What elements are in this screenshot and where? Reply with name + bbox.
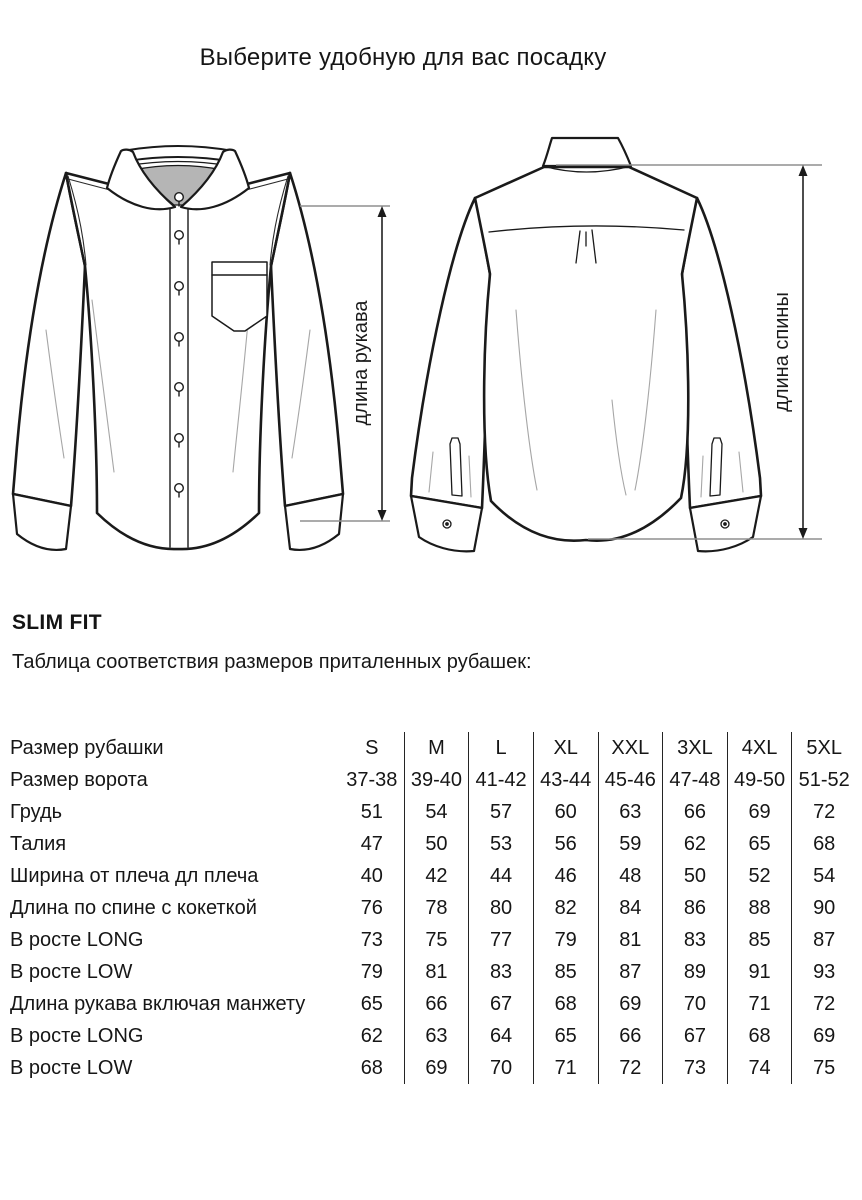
size-cell: 65 [534, 1020, 599, 1052]
size-table [10, 732, 856, 1084]
size-cell: 44 [469, 860, 534, 892]
table-row [10, 732, 856, 764]
size-cell: 91 [728, 956, 793, 988]
row-label: Длина по спине с кокеткой [10, 896, 257, 919]
size-cell: 85 [534, 956, 599, 988]
size-cell: 83 [469, 956, 534, 988]
row-label: Ширина от плеча дл плеча [10, 864, 259, 887]
size-cell: 47 [340, 828, 405, 860]
size-cell: 49-50 [728, 764, 793, 796]
size-cell: 41-42 [469, 764, 534, 796]
size-cell: 56 [534, 828, 599, 860]
size-cell: 70 [469, 1052, 534, 1084]
size-cell: 89 [663, 956, 728, 988]
size-cell: 37-38 [340, 764, 405, 796]
row-label: Грудь [10, 800, 63, 823]
table-row [10, 860, 856, 892]
size-cell: 80 [469, 892, 534, 924]
table-row [10, 892, 856, 924]
size-cell: 57 [469, 796, 534, 828]
size-cell: 66 [663, 796, 728, 828]
size-cell: 69 [599, 988, 664, 1020]
size-cell: 72 [813, 992, 836, 1015]
size-cell: 42 [405, 860, 470, 892]
size-cell: 43-44 [534, 764, 599, 796]
size-cell: 63 [599, 796, 664, 828]
size-cell: 66 [599, 1020, 664, 1052]
size-cell: 71 [534, 1052, 599, 1084]
size-cell: 69 [405, 1052, 470, 1084]
size-cell: XXL [599, 732, 664, 764]
row-label: Размер рубашки [10, 736, 164, 759]
shirt-diagram [0, 130, 862, 600]
size-cell: 54 [813, 864, 836, 887]
table-row [10, 764, 856, 796]
size-cell: 4XL [728, 732, 793, 764]
size-cell: 87 [813, 928, 836, 951]
size-cell: 76 [340, 892, 405, 924]
size-cell: 73 [340, 924, 405, 956]
size-cell: 60 [534, 796, 599, 828]
table-row [10, 956, 856, 988]
size-cell: 81 [599, 924, 664, 956]
row-label: В росте LONG [10, 1024, 144, 1047]
size-cell: 53 [469, 828, 534, 860]
size-cell: 93 [813, 960, 836, 983]
size-cell: 68 [728, 1020, 793, 1052]
size-cell: 50 [405, 828, 470, 860]
row-label: Размер ворота [10, 768, 148, 791]
size-cell: 68 [813, 832, 836, 855]
size-cell: 40 [340, 860, 405, 892]
size-cell: 74 [728, 1052, 793, 1084]
size-cell: 72 [599, 1052, 664, 1084]
size-cell: 90 [813, 896, 836, 919]
size-cell: XL [534, 732, 599, 764]
size-cell: 39-40 [405, 764, 470, 796]
shirt-diagram-svg [0, 130, 862, 600]
table-row [10, 1020, 856, 1052]
size-cell: L [469, 732, 534, 764]
size-cell: 59 [599, 828, 664, 860]
size-cell: S [340, 732, 405, 764]
size-cell: 51-52 [798, 768, 850, 791]
size-cell: 75 [405, 924, 470, 956]
size-cell: 82 [534, 892, 599, 924]
size-cell: M [405, 732, 470, 764]
size-cell: 64 [469, 1020, 534, 1052]
size-cell: 83 [663, 924, 728, 956]
sleeve-length-label: длина рукава [350, 300, 372, 426]
size-cell: 45-46 [599, 764, 664, 796]
table-row [10, 1052, 856, 1084]
fit-subtitle: Таблица соответствия размеров приталенных рубашек: [12, 651, 532, 673]
size-cell: 71 [728, 988, 793, 1020]
size-cell: 65 [728, 828, 793, 860]
size-cell: 63 [405, 1020, 470, 1052]
shirt-back-drawing [411, 138, 761, 551]
table-row [10, 796, 856, 828]
size-cell: 62 [340, 1020, 405, 1052]
chest-pocket [212, 262, 267, 331]
size-cell: 84 [599, 892, 664, 924]
size-cell: 87 [599, 956, 664, 988]
size-cell: 68 [340, 1052, 405, 1084]
size-cell: 47-48 [663, 764, 728, 796]
size-cell: 86 [663, 892, 728, 924]
size-cell: 85 [728, 924, 793, 956]
size-cell: 79 [534, 924, 599, 956]
size-cell: 46 [534, 860, 599, 892]
size-cell: 5XL [806, 736, 842, 759]
row-label: В росте LOW [10, 960, 133, 983]
size-cell: 67 [663, 1020, 728, 1052]
size-cell: 88 [728, 892, 793, 924]
row-label: В росте LONG [10, 928, 144, 951]
size-cell: 75 [813, 1056, 836, 1079]
size-cell: 51 [340, 796, 405, 828]
size-cell: 52 [728, 860, 793, 892]
row-label: Длина рукава включая манжету [10, 992, 306, 1015]
table-row [10, 924, 856, 956]
size-cell: 78 [405, 892, 470, 924]
size-cell: 79 [340, 956, 405, 988]
size-cell: 81 [405, 956, 470, 988]
size-cell: 72 [813, 800, 836, 823]
size-cell: 70 [663, 988, 728, 1020]
size-cell: 68 [534, 988, 599, 1020]
table-row [10, 988, 856, 1020]
size-cell: 69 [813, 1024, 836, 1047]
size-cell: 50 [663, 860, 728, 892]
size-cell: 3XL [663, 732, 728, 764]
page-title: Выберите удобную для вас посадку [199, 44, 607, 71]
size-cell: 48 [599, 860, 664, 892]
row-label: В росте LOW [10, 1056, 133, 1079]
size-cell: 62 [663, 828, 728, 860]
size-cell: 73 [663, 1052, 728, 1084]
fit-heading: SLIM FIT [12, 611, 102, 634]
size-cell: 66 [405, 988, 470, 1020]
table-row [10, 828, 856, 860]
size-cell: 54 [405, 796, 470, 828]
size-cell: 69 [728, 796, 793, 828]
row-label: Талия [10, 832, 67, 855]
size-cell: 67 [469, 988, 534, 1020]
size-cell: 77 [469, 924, 534, 956]
shirt-front-drawing [13, 146, 343, 550]
size-cell: 65 [340, 988, 405, 1020]
back-length-label: длина спины [771, 292, 793, 412]
